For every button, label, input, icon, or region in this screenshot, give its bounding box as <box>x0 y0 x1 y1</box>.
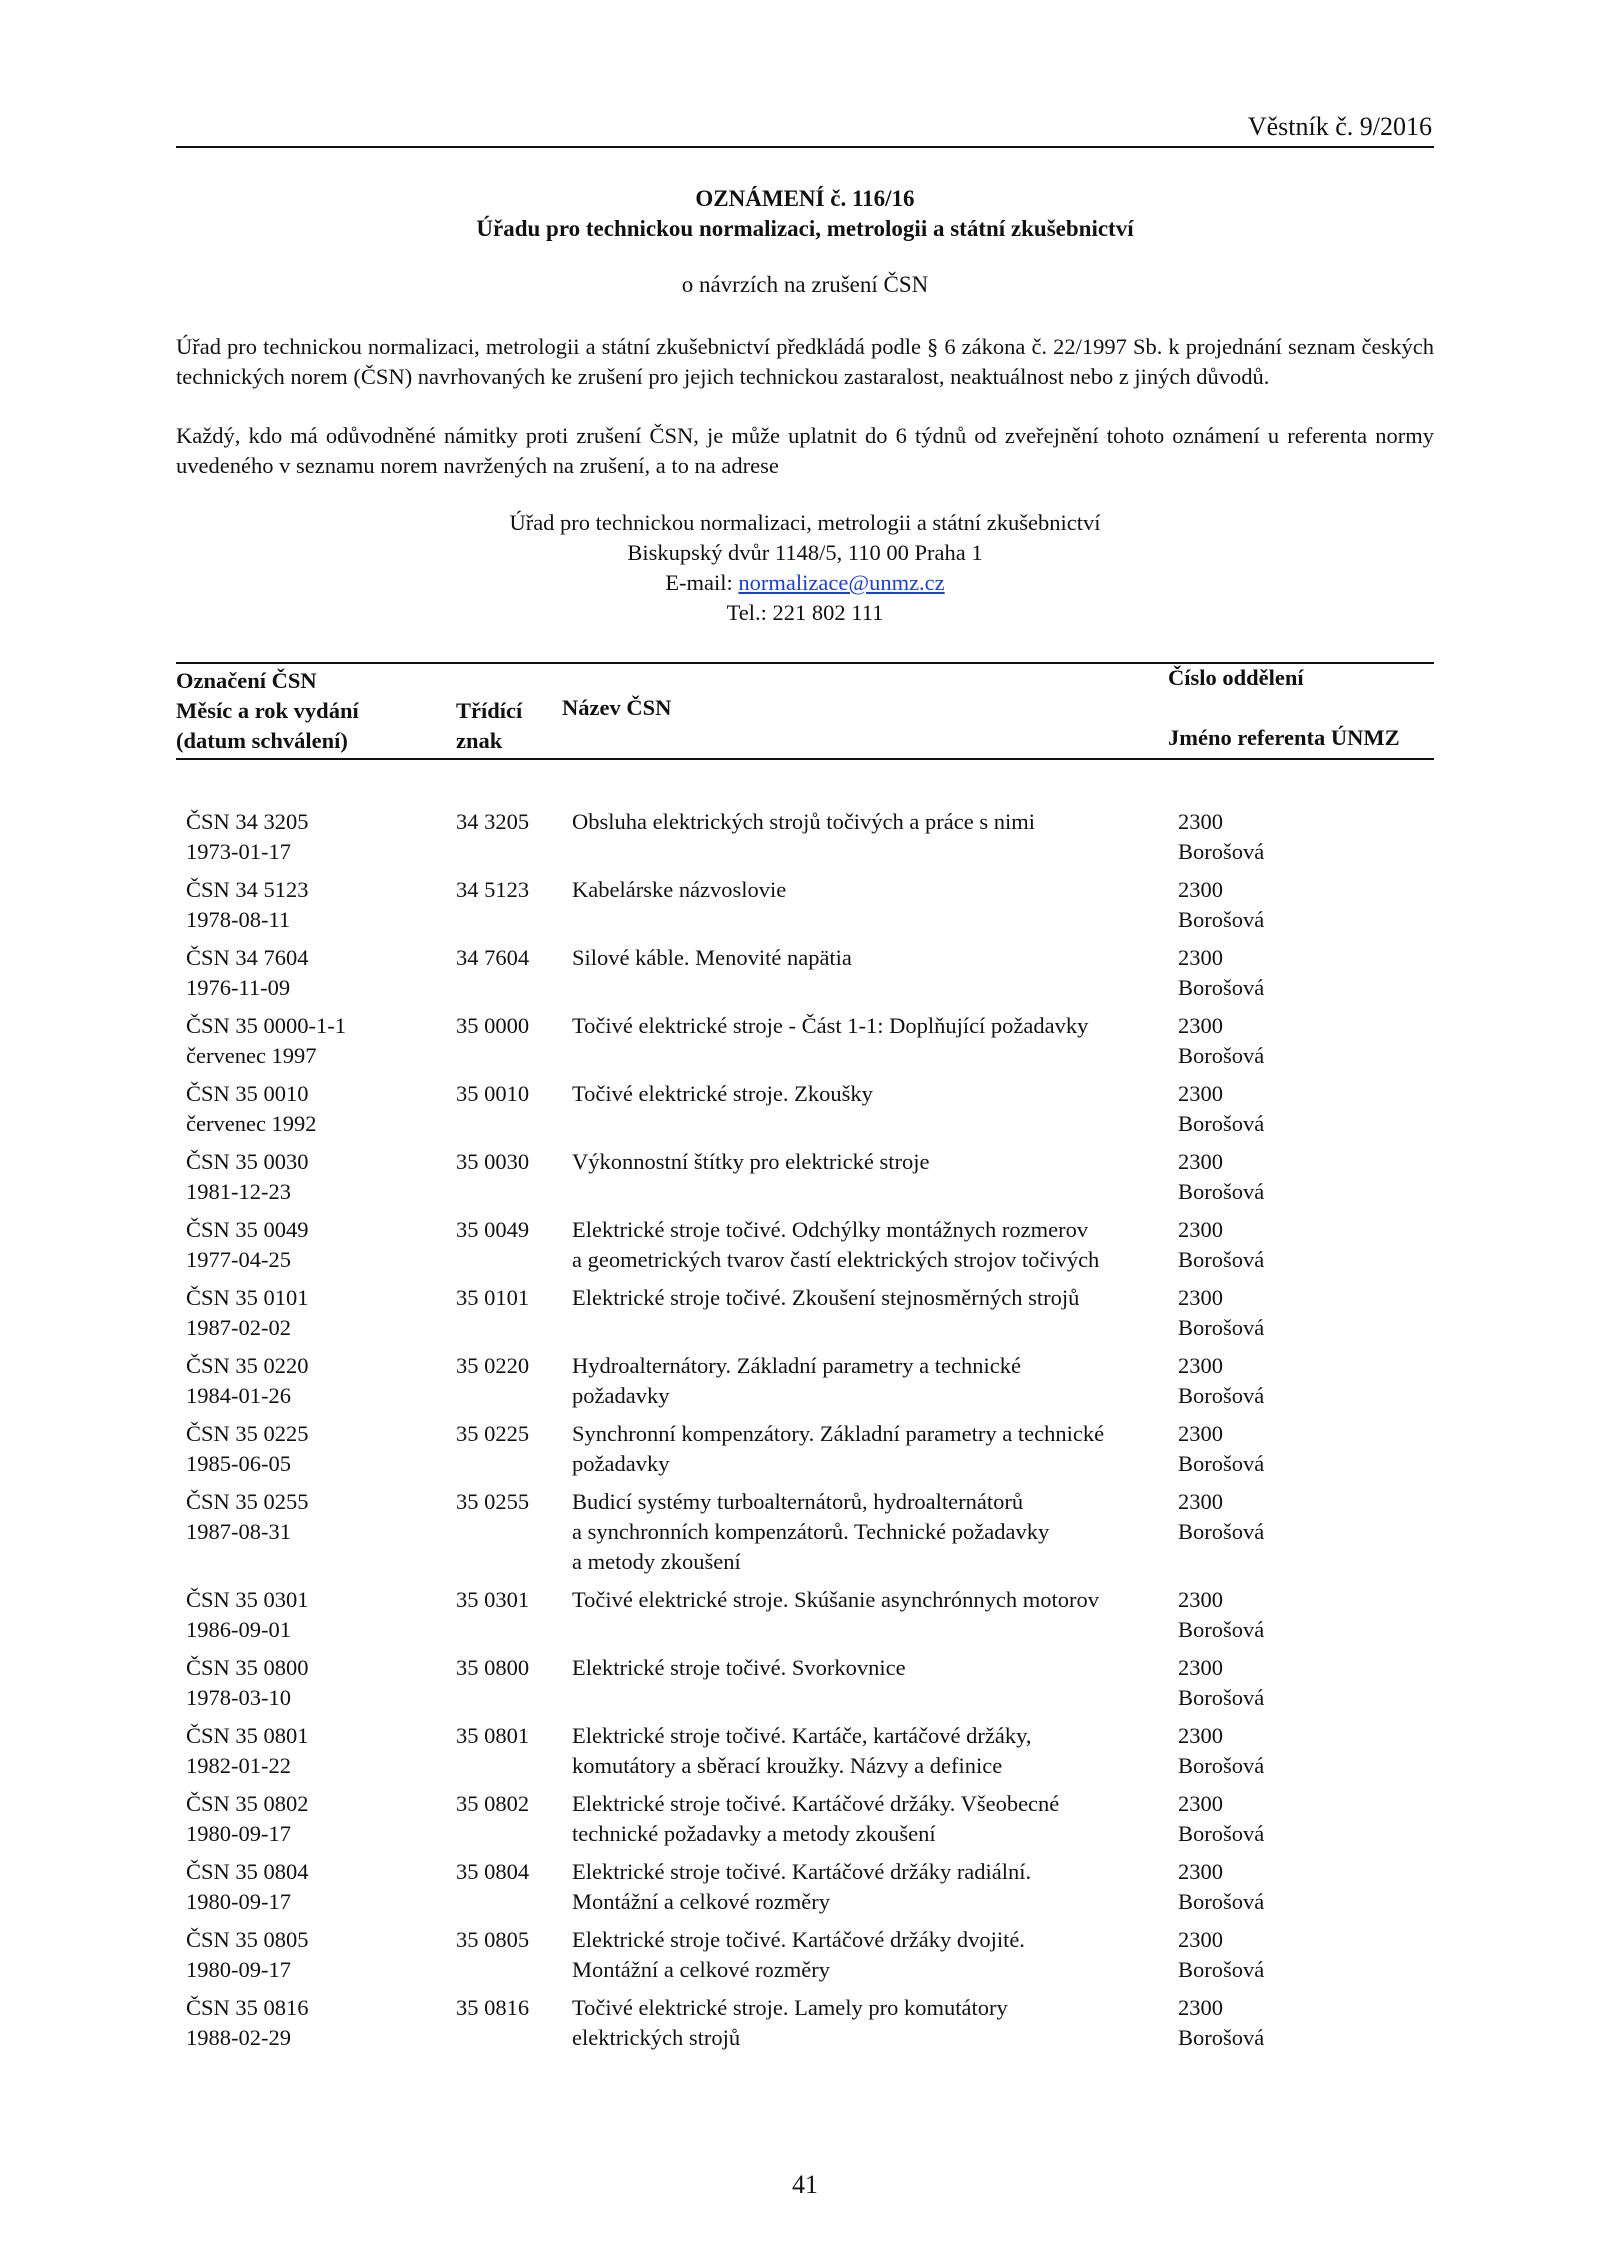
standard-code: ČSN 35 0804 <box>186 1859 309 1884</box>
address-block <box>176 508 1434 628</box>
department-number: 2300 <box>1178 1587 1223 1612</box>
table-row <box>176 1789 1434 1857</box>
standard-title-line: a geometrických tvarov častí elektrických strojov točivých <box>572 1247 1100 1272</box>
bulletin-title: Věstník č. 9/2016 <box>1247 112 1432 141</box>
designation-cell <box>186 1419 436 1479</box>
page-number: 41 <box>792 2170 818 2199</box>
standard-title-line: Točivé elektrické stroje. Zkoušky <box>572 1081 873 1106</box>
standard-code: ČSN 35 0225 <box>186 1421 309 1446</box>
standard-title <box>572 1721 1172 1781</box>
class-code: 35 0010 <box>456 1081 530 1106</box>
designation-cell <box>186 875 436 935</box>
standard-title-line: Synchronní kompenzátory. Základní parametry a technické <box>572 1421 1105 1446</box>
class-code: 35 0255 <box>456 1489 530 1514</box>
standards-table-body <box>176 807 1434 2061</box>
announcement-number: OZNÁMENÍ č. 116/16 <box>695 186 915 211</box>
standard-code: ČSN 35 0010 <box>186 1081 309 1106</box>
department-number: 2300 <box>1178 1489 1223 1514</box>
class-code: 35 0804 <box>456 1859 530 1884</box>
header-referent: Jméno referenta ÚNMZ <box>1168 725 1400 750</box>
standard-title-line: Montážní a celkové rozměry <box>572 1957 831 1982</box>
standard-code: ČSN 35 0801 <box>186 1723 309 1748</box>
standard-title-line: Budicí systémy turboalternátorů, hydroalternátorů <box>572 1489 1024 1514</box>
referent-cell <box>1178 1789 1378 1849</box>
standard-title-line: Obsluha elektrických strojů točivých a práce s nimi <box>572 809 1035 834</box>
referent-cell <box>1178 1925 1378 1985</box>
referent-cell <box>1178 1283 1378 1343</box>
header-divider <box>176 146 1434 148</box>
referent-name: Borošová <box>1178 975 1265 1000</box>
designation-cell <box>186 1721 436 1781</box>
department-number: 2300 <box>1178 1655 1223 1680</box>
designation-cell <box>186 1487 436 1547</box>
standard-code: ČSN 34 5123 <box>186 877 309 902</box>
department-number: 2300 <box>1178 877 1223 902</box>
standard-title <box>572 1079 1172 1109</box>
class-code: 34 7604 <box>456 945 530 970</box>
class-code: 35 0802 <box>456 1791 530 1816</box>
designation-cell <box>186 1585 436 1645</box>
issue-date: 1978-03-10 <box>186 1685 291 1710</box>
referent-cell <box>1178 1419 1378 1479</box>
table-header-rule <box>176 758 1434 760</box>
header-class-line2: znak <box>456 728 503 753</box>
table-row <box>176 1993 1434 2061</box>
objection-paragraph: Každý, kdo má odůvodněné námitky proti zrušení ČSN, je může uplatnit do 6 týdnů od zveřejnění tohoto oznámení u referenta normy uvedeného v seznamu norem navržených na zrušení, a to na adrese <box>176 423 1434 478</box>
standard-code: ČSN 35 0301 <box>186 1587 309 1612</box>
designation-cell <box>186 1351 436 1411</box>
referent-name: Borošová <box>1178 1043 1265 1068</box>
intro-paragraph: Úřad pro technickou normalizaci, metrologii a státní zkušebnictví předkládá podle § 6 zákona č. 22/1997 Sb. k projednání seznam českých technických norem (ČSN) navrhovaných ke zrušení pro jejich technickou zastaralost, neaktuálnost nebo z jiných důvodů. <box>176 334 1434 389</box>
referent-name: Borošová <box>1178 1753 1265 1778</box>
department-number: 2300 <box>1178 809 1223 834</box>
designation-cell <box>186 807 436 867</box>
table-row <box>176 1283 1434 1351</box>
standard-title <box>572 1351 1172 1411</box>
announcement-subject: o návrzích na zrušení ČSN <box>681 272 929 297</box>
standard-title <box>572 1011 1172 1041</box>
issue-date: 1988-02-29 <box>186 2025 291 2050</box>
header-class-line1: Třídící <box>456 698 523 723</box>
standard-title <box>572 1585 1172 1615</box>
table-row <box>176 1419 1434 1487</box>
referent-name: Borošová <box>1178 907 1265 932</box>
department-number: 2300 <box>1178 1421 1223 1446</box>
referent-cell <box>1178 1993 1378 2053</box>
referent-cell <box>1178 1079 1378 1139</box>
referent-name: Borošová <box>1178 1111 1265 1136</box>
standard-code: ČSN 35 0816 <box>186 1995 309 2020</box>
referent-name: Borošová <box>1178 1451 1265 1476</box>
email-link[interactable]: normalizace@unmz.cz <box>738 570 945 595</box>
department-number: 2300 <box>1178 1353 1223 1378</box>
issue-date: 1987-02-02 <box>186 1315 291 1340</box>
standard-title <box>572 1653 1172 1683</box>
issue-date: 1981-12-23 <box>186 1179 291 1204</box>
table-row <box>176 1487 1434 1585</box>
standard-code: ČSN 35 0220 <box>186 1353 309 1378</box>
standard-code: ČSN 34 7604 <box>186 945 309 970</box>
table-row <box>176 807 1434 875</box>
referent-cell <box>1178 1215 1378 1275</box>
standard-code: ČSN 34 3205 <box>186 809 309 834</box>
issue-date: červenec 1992 <box>186 1111 317 1136</box>
referent-cell <box>1178 1487 1378 1547</box>
referent-name: Borošová <box>1178 1519 1265 1544</box>
referent-cell <box>1178 1721 1378 1781</box>
referent-cell <box>1178 807 1378 867</box>
standard-code: ČSN 35 0000-1-1 <box>186 1013 347 1038</box>
standard-title <box>572 1487 1172 1577</box>
referent-name: Borošová <box>1178 1315 1265 1340</box>
table-row <box>176 1653 1434 1721</box>
header-title: Název ČSN <box>562 695 672 720</box>
designation-cell <box>186 1653 436 1713</box>
standard-title <box>572 1789 1172 1849</box>
referent-name: Borošová <box>1178 1957 1265 1982</box>
standard-code: ČSN 35 0030 <box>186 1149 309 1174</box>
table-row <box>176 1721 1434 1789</box>
department-number: 2300 <box>1178 1013 1223 1038</box>
class-code: 35 0000 <box>456 1013 530 1038</box>
department-number: 2300 <box>1178 945 1223 970</box>
standard-title-line: Elektrické stroje točivé. Odchýlky montážnych rozmerov <box>572 1217 1089 1242</box>
class-code: 35 0225 <box>456 1421 530 1446</box>
designation-cell <box>186 1789 436 1849</box>
referent-cell <box>1178 1857 1378 1917</box>
standard-title-line: Točivé elektrické stroje. Lamely pro komutátory <box>572 1995 1008 2020</box>
issue-date: 1986-09-01 <box>186 1617 291 1642</box>
standard-code: ČSN 35 0800 <box>186 1655 309 1680</box>
standard-title <box>572 1283 1172 1313</box>
referent-name: Borošová <box>1178 2025 1265 2050</box>
standard-code: ČSN 35 0049 <box>186 1217 309 1242</box>
standard-title-line: Točivé elektrické stroje. Skúšanie asynchrónnych motorov <box>572 1587 1100 1612</box>
issue-date: 1980-09-17 <box>186 1889 291 1914</box>
table-row <box>176 943 1434 1011</box>
class-code: 35 0800 <box>456 1655 530 1680</box>
issue-date: 1973-01-17 <box>186 839 291 864</box>
class-code: 34 3205 <box>456 809 530 834</box>
department-number: 2300 <box>1178 1217 1223 1242</box>
designation-cell <box>186 1993 436 2053</box>
designation-cell <box>186 943 436 1003</box>
table-row <box>176 1215 1434 1283</box>
table-row <box>176 1079 1434 1147</box>
referent-cell <box>1178 1653 1378 1713</box>
table-row <box>176 1351 1434 1419</box>
standard-title <box>572 1993 1172 2053</box>
address-email-line <box>176 568 1434 598</box>
standard-title-line: komutátory a sběrací kroužky. Názvy a definice <box>572 1753 1003 1778</box>
referent-name: Borošová <box>1178 1383 1265 1408</box>
referent-name: Borošová <box>1178 1247 1265 1272</box>
class-code: 34 5123 <box>456 877 530 902</box>
department-number: 2300 <box>1178 1723 1223 1748</box>
issue-date: 1985-06-05 <box>186 1451 291 1476</box>
issue-date: 1982-01-22 <box>186 1753 291 1778</box>
class-code: 35 0801 <box>456 1723 530 1748</box>
designation-cell <box>186 1857 436 1917</box>
referent-name: Borošová <box>1178 839 1265 864</box>
department-number: 2300 <box>1178 1859 1223 1884</box>
standard-title-line: Elektrické stroje točivé. Kartáčové držáky. Všeobecné <box>572 1791 1060 1816</box>
address-phone: Tel.: 221 802 111 <box>726 600 884 625</box>
standard-title <box>572 1215 1172 1275</box>
standard-title-line: Kabelárske názvoslovie <box>572 877 787 902</box>
class-code: 35 0030 <box>456 1149 530 1174</box>
designation-cell <box>186 1011 436 1071</box>
standard-title <box>572 807 1172 837</box>
class-code: 35 0220 <box>456 1353 530 1378</box>
standard-code: ČSN 35 0255 <box>186 1489 309 1514</box>
standard-code: ČSN 35 0802 <box>186 1791 309 1816</box>
issue-date: 1980-09-17 <box>186 1821 291 1846</box>
standard-title-line: Hydroalternátory. Základní parametry a technické <box>572 1353 1021 1378</box>
issue-date: 1987-08-31 <box>186 1519 291 1544</box>
standard-title-line: požadavky <box>572 1383 670 1408</box>
department-number: 2300 <box>1178 1081 1223 1106</box>
referent-cell <box>1178 875 1378 935</box>
standard-title-line: Elektrické stroje točivé. Svorkovnice <box>572 1655 906 1680</box>
standard-title-line: Výkonnostní štítky pro elektrické stroje <box>572 1149 930 1174</box>
standard-title-line: a synchronních kompenzátorů. Technické požadavky <box>572 1519 1050 1544</box>
department-number: 2300 <box>1178 1927 1223 1952</box>
designation-cell <box>186 1283 436 1343</box>
designation-cell <box>186 1925 436 1985</box>
table-row <box>176 875 1434 943</box>
header-approval-date: (datum schválení) <box>176 728 348 753</box>
class-code: 35 0805 <box>456 1927 530 1952</box>
issue-date: 1980-09-17 <box>186 1957 291 1982</box>
standard-title-line: Elektrické stroje točivé. Kartáčové držáky dvojité. <box>572 1927 1025 1952</box>
table-header-class <box>456 696 556 756</box>
standard-title <box>572 943 1172 973</box>
standard-title <box>572 1147 1172 1177</box>
table-row <box>176 1857 1434 1925</box>
issue-date: 1976-11-09 <box>186 975 291 1000</box>
referent-name: Borošová <box>1178 1685 1265 1710</box>
referent-name: Borošová <box>1178 1617 1265 1642</box>
standard-title <box>572 875 1172 905</box>
class-code: 35 0816 <box>456 1995 530 2020</box>
issue-date: 1984-01-26 <box>186 1383 291 1408</box>
referent-name: Borošová <box>1178 1889 1265 1914</box>
referent-name: Borošová <box>1178 1179 1265 1204</box>
table-row <box>176 1925 1434 1993</box>
designation-cell <box>186 1215 436 1275</box>
referent-cell <box>1178 1585 1378 1645</box>
standard-title-line: požadavky <box>572 1451 670 1476</box>
announcement-issuer: Úřadu pro technickou normalizaci, metrologii a státní zkušebnictví <box>476 216 1134 241</box>
standard-title <box>572 1857 1172 1917</box>
table-row <box>176 1011 1434 1079</box>
standard-title-line: Elektrické stroje točivé. Kartáče, kartáčové držáky, <box>572 1723 1032 1748</box>
referent-cell <box>1178 943 1378 1003</box>
referent-cell <box>1178 1147 1378 1207</box>
issue-date: 1977-04-25 <box>186 1247 291 1272</box>
class-code: 35 0049 <box>456 1217 530 1242</box>
designation-cell <box>186 1079 436 1139</box>
issue-date: červenec 1997 <box>186 1043 317 1068</box>
email-label: E-mail: <box>665 570 739 595</box>
class-code: 35 0301 <box>456 1587 530 1612</box>
header-issue-date: Měsíc a rok vydání <box>176 698 359 723</box>
standard-title-line: technické požadavky a metody zkoušení <box>572 1821 936 1846</box>
table-row <box>176 1147 1434 1215</box>
referent-cell <box>1178 1351 1378 1411</box>
department-number: 2300 <box>1178 1791 1223 1816</box>
standard-title <box>572 1925 1172 1985</box>
department-number: 2300 <box>1178 1285 1223 1310</box>
class-code: 35 0101 <box>456 1285 530 1310</box>
standard-title-line: Elektrické stroje točivé. Zkoušení stejnosměrných strojů <box>572 1285 1080 1310</box>
standard-title-line: Elektrické stroje točivé. Kartáčové držáky radiální. <box>572 1859 1032 1884</box>
address-office: Úřad pro technickou normalizaci, metrologii a státní zkušebnictví <box>509 510 1101 535</box>
standard-title-line: Montážní a celkové rozměry <box>572 1889 831 1914</box>
header-department: Číslo oddělení <box>1168 665 1304 690</box>
referent-cell <box>1178 1011 1378 1071</box>
standard-title-line: Točivé elektrické stroje - Část 1-1: Doplňující požadavky <box>572 1013 1089 1038</box>
table-header-designation <box>176 666 436 756</box>
standard-code: ČSN 35 0805 <box>186 1927 309 1952</box>
standard-title <box>572 1419 1172 1479</box>
standard-title-line: Silové káble. Menovité napätia <box>572 945 852 970</box>
department-number: 2300 <box>1178 1149 1223 1174</box>
table-row <box>176 1585 1434 1653</box>
referent-name: Borošová <box>1178 1821 1265 1846</box>
standard-title-line: a metody zkoušení <box>572 1549 741 1574</box>
address-street: Biskupský dvůr 1148/5, 110 00 Praha 1 <box>627 540 983 565</box>
standard-code: ČSN 35 0101 <box>186 1285 309 1310</box>
designation-cell <box>186 1147 436 1207</box>
issue-date: 1978-08-11 <box>186 907 291 932</box>
standard-title-line: elektrických strojů <box>572 2025 741 2050</box>
department-number: 2300 <box>1178 1995 1223 2020</box>
header-designation: Označení ČSN <box>176 668 317 693</box>
